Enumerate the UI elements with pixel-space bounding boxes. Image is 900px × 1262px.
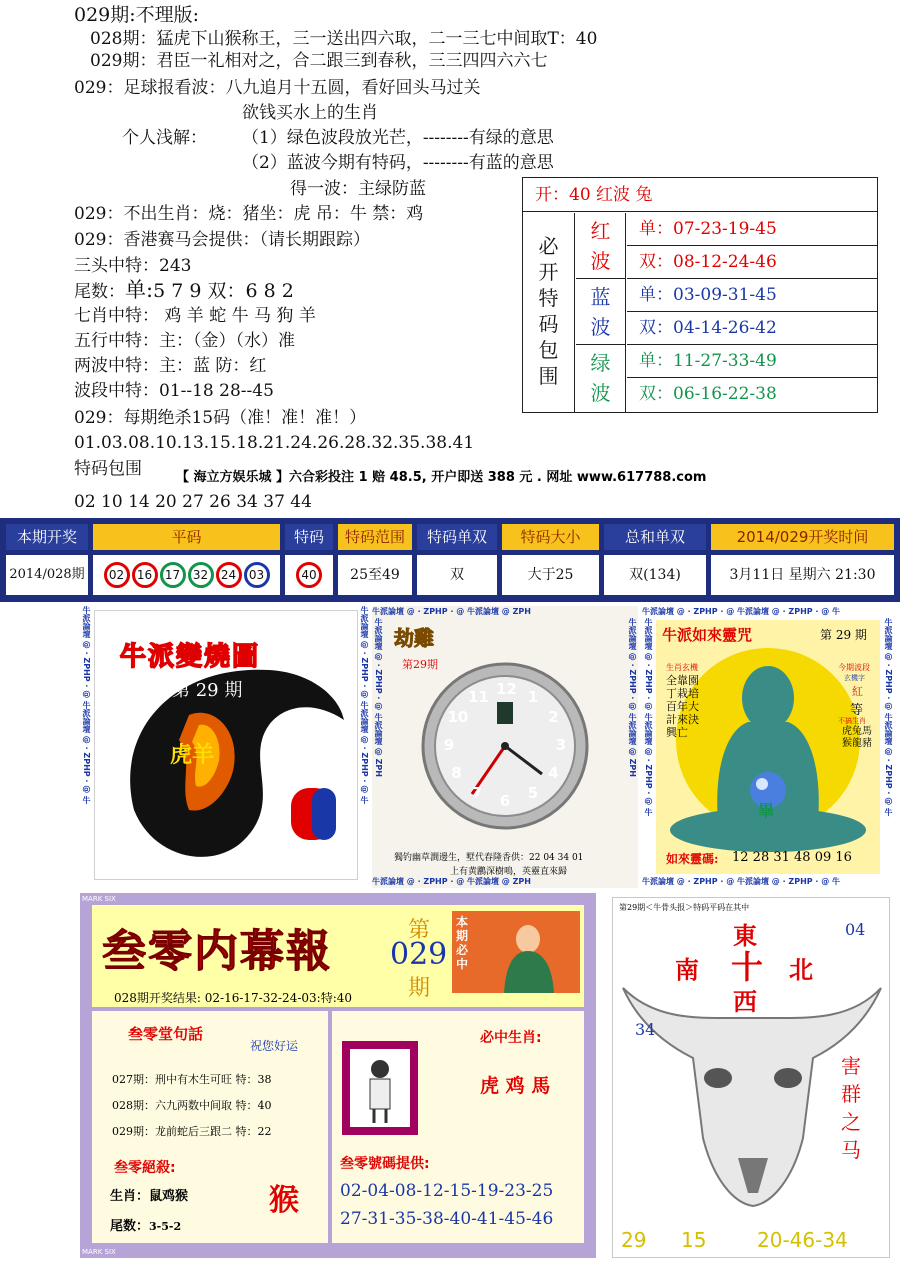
football-line-2: 欲钱买水上的生肖 bbox=[242, 103, 378, 123]
panel3-border-right: 牛派論壇 @ · ZPHP · @ 牛派論壇 @ · ZPHP · @ 牛 bbox=[884, 618, 893, 817]
ball-3: 17 bbox=[160, 562, 186, 588]
zodiac-exclude-line: 029：不出生肖：烧：猪坐：虎 吊：牛 禁：鸡 bbox=[74, 204, 424, 224]
green-wave-label bbox=[576, 345, 626, 412]
green-double-numbers: 双：06-16-22-38 bbox=[639, 384, 777, 404]
special-ball: 40 bbox=[296, 562, 322, 588]
clock-number: 3 bbox=[555, 736, 567, 754]
wave-hint: 得一波：主绿防蓝 bbox=[290, 179, 426, 199]
panel-fire-chart[interactable] bbox=[80, 606, 370, 888]
chest-word: 畢 bbox=[758, 801, 775, 820]
clock-number: 5 bbox=[527, 784, 539, 803]
red-single-numbers: 单：07-23-19-45 bbox=[627, 213, 877, 246]
clock-number: 11 bbox=[468, 687, 489, 706]
must-label: 必中生肖: bbox=[480, 1030, 542, 1046]
kill-label: 生肖： bbox=[110, 1189, 150, 1204]
seven-zodiac-line: 七肖中特： 鸡 羊 蛇 牛 马 狗 羊 bbox=[74, 306, 316, 326]
panel3-border-bottom: 牛派論壇 @ · ZPHP · @ 牛派論壇 @ · ZPHP · @ 牛 bbox=[642, 877, 841, 886]
panel3-issue: 第 29 期 bbox=[820, 628, 867, 642]
green-single-numbers: 单：11-27-33-49 bbox=[627, 345, 877, 378]
td-size: 大于25 bbox=[502, 555, 599, 595]
code-provider-label: 叁零號碼提供: bbox=[340, 1156, 430, 1172]
blue-double-numbers: 双：04-14-26-42 bbox=[627, 312, 877, 345]
clock-graphic bbox=[372, 606, 638, 888]
red-wave-label bbox=[576, 213, 626, 279]
clock-number: 12 bbox=[496, 680, 517, 698]
clock-number: 2 bbox=[548, 708, 559, 726]
special-cover-numbers: 02 10 14 20 27 26 34 37 44 bbox=[74, 492, 312, 512]
ball-6: 03 bbox=[244, 562, 270, 588]
head-number-line: 三头中特：243 bbox=[74, 256, 192, 276]
th-odd-even: 特码单双 bbox=[417, 524, 497, 550]
panel-buddha-spell[interactable] bbox=[642, 606, 894, 888]
num-34: 34 bbox=[635, 1020, 656, 1039]
two-wave-line: 两波中特：主：蓝 防：红 bbox=[74, 356, 267, 376]
side-label-text: 必开特码包围 bbox=[538, 234, 559, 388]
td-balls bbox=[93, 555, 280, 595]
red-wave-text: 红波 bbox=[590, 219, 611, 273]
jockey-club-line: 029：香港赛马会提供：（请长期跟踪） bbox=[74, 230, 370, 250]
panel2-border-top: 牛派論壇 @ · ZPHP · @ 牛派論壇 @ ZPH bbox=[372, 607, 531, 616]
panel4-strip-bottom: MARK SIX bbox=[82, 1248, 116, 1256]
monkey-stamp: 猴 bbox=[269, 1183, 299, 1218]
tail-odd-label: 单: bbox=[125, 278, 154, 302]
dir-south: 南 bbox=[675, 955, 699, 984]
right-tag: 今期波段 bbox=[838, 663, 870, 672]
ball-1: 02 bbox=[104, 562, 130, 588]
td-special bbox=[285, 555, 333, 595]
panel-zodiac-clock[interactable] bbox=[372, 606, 638, 888]
blue-wave-text: 蓝波 bbox=[590, 285, 611, 339]
panel-bull-skull[interactable] bbox=[612, 897, 890, 1258]
dir-east: 東 bbox=[733, 921, 757, 950]
analysis-line-1: （1）绿色波段放光芒，--------有绿的意思 bbox=[242, 128, 554, 148]
td-range: 25至49 bbox=[338, 555, 412, 595]
kill-tail bbox=[110, 1215, 181, 1234]
box-side-label bbox=[523, 213, 575, 412]
verse-line-029: 029期：君臣一礼相对之，合二跟三到春秋，三三四四六六七 bbox=[90, 51, 548, 71]
right-sub: 玄機字 bbox=[844, 674, 865, 682]
panel2-issue: 第29期 bbox=[402, 658, 438, 671]
code-line-1: 02-04-08-12-15-19-23-25 bbox=[340, 1181, 554, 1201]
right-text: 虎兔馬猴龍豬 bbox=[842, 726, 872, 749]
wave-range-line: 波段中特：01--18 28--45 bbox=[74, 381, 274, 401]
right-red: 紅 bbox=[852, 685, 863, 698]
section1-title: 叁零堂句話 bbox=[128, 1025, 204, 1043]
special-cover-label: 特码包围 bbox=[74, 459, 142, 479]
blue-wave-label bbox=[576, 279, 626, 345]
kill-15-line: 029：每期绝杀15码（准！准！准！） bbox=[74, 408, 367, 428]
dir-north: 北 bbox=[789, 955, 813, 984]
td-sum: 双(134) bbox=[604, 555, 706, 595]
code-label: 如來靈碼: bbox=[666, 852, 719, 866]
football-line: 029：足球报看波：八九追月十五圆，看好回头马过关 bbox=[74, 78, 481, 98]
kill-15-numbers: 01.03.08.10.13.15.18.21.24.26.28.32.35.38.41 bbox=[74, 433, 475, 453]
tail-values: 5 7 9 双：6 8 2 bbox=[153, 280, 294, 302]
bottom-num-2: 15 bbox=[681, 1228, 707, 1252]
right-no: 不搞生肖 bbox=[838, 717, 866, 725]
ball-5: 24 bbox=[216, 562, 242, 588]
row-027: 027期：刑中有木生可旺 特：38 bbox=[112, 1073, 272, 1086]
clock-number: 6 bbox=[499, 792, 511, 810]
bottom-num-3: 20-46-34 bbox=[757, 1228, 848, 1252]
th-normal-numbers: 平码 bbox=[93, 524, 280, 550]
portrait-inner bbox=[350, 1049, 410, 1127]
green-wave-text: 绿波 bbox=[590, 351, 611, 405]
panel2-border-right: 牛派論壇 @ · ZPHP · @ 牛派論壇 @ ZPH bbox=[628, 618, 637, 777]
side-2: 群 bbox=[841, 1082, 861, 1106]
panel4-portrait bbox=[452, 911, 580, 993]
panel2-border-bottom: 牛派論壇 @ · ZPHP · @ 牛派論壇 @ ZPH bbox=[372, 877, 531, 886]
verse-line-028: 028期：猛虎下山猴称王，三一送出四六取，二一三七中间取T：40 bbox=[90, 29, 598, 49]
panel2-caption-2: 上有黄鸝深樹鳴，英靈直來歸 bbox=[450, 867, 568, 877]
skull-caption: 第29期＜牛骨头报＞特码平码在其中 bbox=[619, 903, 750, 912]
panel2-border-left: 牛派論壇 @ · ZPHP · @ 牛派論壇 @ ZPH bbox=[374, 618, 383, 777]
results-table bbox=[0, 518, 900, 602]
side-4: 马 bbox=[841, 1138, 861, 1162]
tail-label: 尾数： bbox=[74, 282, 125, 302]
must-value: 虎 鸡 馬 bbox=[480, 1075, 551, 1097]
tail-number-line bbox=[74, 279, 294, 303]
blue-single-numbers: 单：03-09-31-45 bbox=[627, 279, 877, 312]
side-3: 之 bbox=[841, 1110, 861, 1134]
analysis-label: 个人浅解： bbox=[122, 128, 207, 148]
clock-number: 10 bbox=[447, 708, 469, 726]
left-tag: 生肖玄機 bbox=[666, 663, 698, 672]
ad-banner[interactable]: 【 海立方娱乐城 】六合彩投注 1 赔 48.5, 开户即送 388 元 . 网址 www.617788.com bbox=[176, 470, 707, 485]
dir-west: 西 bbox=[733, 987, 757, 1016]
right-word: 等 bbox=[850, 703, 864, 718]
code-line-2: 27-31-35-38-40-41-45-46 bbox=[340, 1209, 554, 1229]
analysis-line-2: （2）蓝波今期有特码，--------有蓝的意思 bbox=[242, 153, 554, 173]
panel2-caption-1: 獨钓幽草澗邊生，墅代春隆香供：22 04 34 01 bbox=[394, 853, 584, 863]
panel4-issue: 029 bbox=[390, 937, 448, 972]
th-draw-time: 2014/029开奖时间 bbox=[711, 524, 894, 550]
panel4-qi: 期 bbox=[408, 976, 431, 1001]
clock-number: 8 bbox=[451, 764, 462, 782]
side-1: 害 bbox=[841, 1054, 861, 1078]
buddha-code: 12 28 31 48 09 16 bbox=[732, 850, 852, 865]
bottom-num-1: 29 bbox=[621, 1228, 647, 1252]
panel1-words: 虎羊 bbox=[170, 742, 215, 768]
th-special-range: 特码范围 bbox=[338, 524, 412, 550]
panel1-issue: 第 29 期 bbox=[172, 680, 243, 701]
panel2-title: 劫雞 bbox=[394, 626, 434, 650]
open-result-header: 开：40 红波 兔 bbox=[523, 178, 877, 212]
tail-kill-value: 3-5-2 bbox=[149, 1220, 182, 1233]
clock-number: 4 bbox=[548, 764, 559, 782]
panel1-title: 牛派變燒圖 bbox=[120, 642, 261, 672]
page-title: 029期:不理版: bbox=[74, 4, 200, 26]
th-sum: 总和单双 bbox=[604, 524, 706, 550]
wish: 祝您好运 bbox=[250, 1039, 299, 1053]
num-04: 04 bbox=[845, 920, 866, 939]
child-figure bbox=[350, 1049, 410, 1127]
clock-number: 9 bbox=[443, 736, 455, 754]
clock-number: 7 bbox=[471, 784, 483, 803]
kill-zodiac bbox=[110, 1185, 188, 1204]
panel1-border-right: 牛派論壇 @ · ZPHP · @ 牛派論壇 @ · ZPHP · @ 牛 bbox=[360, 606, 369, 805]
panel4-result: 028期开奖结果: 02-16-17-32-24-03:特:40 bbox=[114, 991, 353, 1005]
row-029: 029期：龙前蛇后三跟二 特：22 bbox=[112, 1125, 272, 1138]
special-code-box bbox=[522, 177, 878, 413]
panel3-border-left: 牛派論壇 @ · ZPHP · @ 牛派論壇 @ · ZPHP · @ 牛 bbox=[644, 618, 653, 817]
guanyin-graphic bbox=[474, 911, 580, 993]
portrait-frame bbox=[342, 1041, 418, 1135]
panel4-di: 第 bbox=[408, 918, 431, 943]
section2-title: 叁零絕殺: bbox=[114, 1160, 176, 1176]
panel1-border-left: 牛派論壇 @ · ZPHP · @ 牛派論壇 @ · ZPHP · @ 牛 bbox=[82, 606, 91, 805]
panel-inside-report[interactable] bbox=[80, 893, 596, 1258]
dir-cross: 十 bbox=[731, 948, 764, 986]
red-double-numbers: 双：08-12-24-46 bbox=[627, 246, 877, 279]
td-draw-time: 3月11日 星期六 21:30 bbox=[711, 555, 894, 595]
row-028: 028期：六九两数中间取 特：40 bbox=[112, 1099, 272, 1112]
ball-2: 16 bbox=[132, 562, 158, 588]
kill-value: 鼠鸡猴 bbox=[149, 1189, 189, 1204]
panel3-border-top: 牛派論壇 @ · ZPHP · @ 牛派論壇 @ · ZPHP · @ 牛 bbox=[642, 607, 841, 616]
five-element-line: 五行中特：主：（金）（水）准 bbox=[74, 331, 295, 351]
panel3-title: 牛派如來靈咒 bbox=[662, 626, 753, 644]
tail-kill-label: 尾数： bbox=[110, 1219, 150, 1234]
panel4-side-tag: 本期必中 bbox=[456, 915, 469, 971]
td-period: 2014/028期 bbox=[6, 555, 88, 595]
panel4-strip-top: MARK SIX bbox=[82, 895, 116, 903]
left-text: 全靠園丁栽培百年大計來決興亡 bbox=[666, 674, 699, 739]
th-special: 特码 bbox=[285, 524, 333, 550]
td-odd-even: 双 bbox=[417, 555, 497, 595]
th-size: 特码大小 bbox=[502, 524, 599, 550]
th-period: 本期开奖 bbox=[6, 524, 88, 550]
clock-number: 1 bbox=[527, 687, 539, 706]
ball-4: 32 bbox=[188, 562, 214, 588]
panel4-title: 叁零内幕報 bbox=[102, 926, 332, 977]
